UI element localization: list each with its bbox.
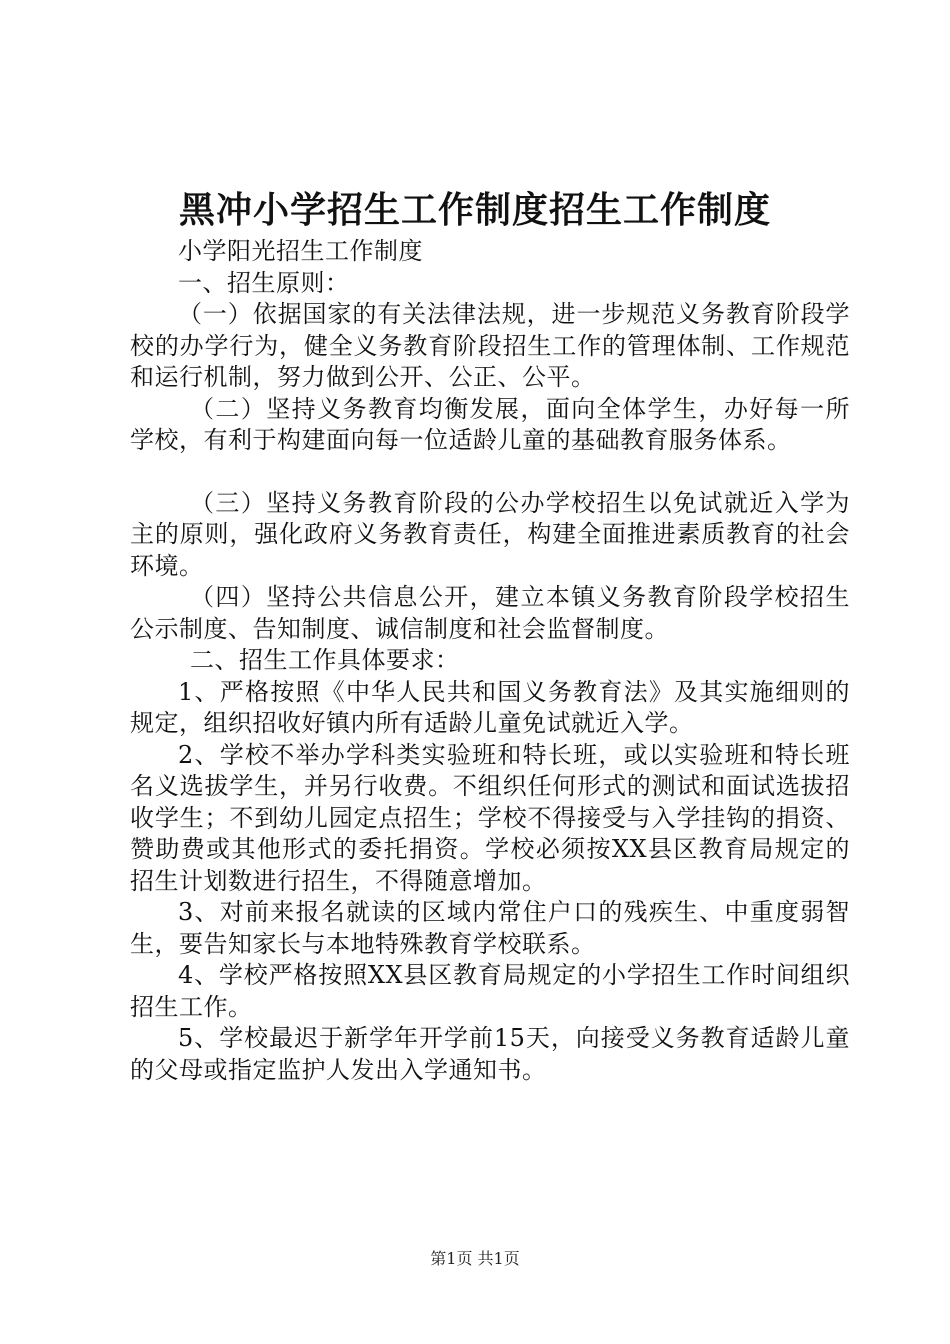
paragraph-requirement-5: 5、学校最迟于新学年开学前15天，向接受义务教育适龄儿童的父母或指定监护人发出入学通知书。 (130, 1024, 850, 1084)
page-number-footer: 第1页 共1页 (430, 1249, 520, 1268)
paragraph-principle-2: （二）坚持义务教育均衡发展，面向全体学生，办好每一所学校，有利于构建面向每一位适龄儿童的基础教育服务体系。 (130, 394, 850, 454)
section-heading-requirements: 二、招生工作具体要求： (190, 646, 460, 674)
paragraph-principle-3: （三）坚持义务教育阶段的公办学校招生以免试就近入学为主的原则，强化政府义务教育责任，构建全面推进素质教育的社会环境。 (130, 488, 850, 580)
paragraph-subtitle: 小学阳光招生工作制度 (178, 237, 423, 265)
paragraph-requirement-4: 4、学校严格按照XX县区教育局规定的小学招生工作时间组织招生工作。 (130, 961, 850, 1021)
paragraph-requirement-2: 2、学校不举办学科类实验班和特长班，或以实验班和特长班名义选拔学生，并另行收费。不组织任何形式的测试和面试选拔招收学生；不到幼儿园定点招生；学校不得接受与入学挂钩的捐资、赞助费或其他形式的委托捐资。学校必须按XX县区教育局规定的招生计划数进行招生，不得随意增加。 (130, 740, 850, 895)
paragraph-principle-4: （四）坚持公共信息公开，建立本镇义务教育阶段学校招生公示制度、告知制度、诚信制度和社会监督制度。 (130, 583, 850, 643)
paragraph-requirement-3: 3、对前来报名就读的区域内常住户口的残疾生、中重度弱智生，要告知家长与本地特殊教育学校联系。 (130, 898, 850, 958)
document-title: 黑冲小学招生工作制度招生工作制度 (178, 190, 771, 231)
section-heading-principles: 一、招生原则： (178, 268, 350, 297)
paragraph-requirement-1: 1、严格按照《中华人民共和国义务教育法》及其实施细则的规定，组织招收好镇内所有适龄儿童免试就近入学。 (130, 677, 850, 737)
paragraph-principle-1: （一）依据国家的有关法律法规，进一步规范义务教育阶段学校的办学行为，健全义务教育阶段招生工作的管理体制、工作规范和运行机制，努力做到公开、公正、公平。 (130, 300, 850, 391)
document-body (130, 236, 850, 1086)
